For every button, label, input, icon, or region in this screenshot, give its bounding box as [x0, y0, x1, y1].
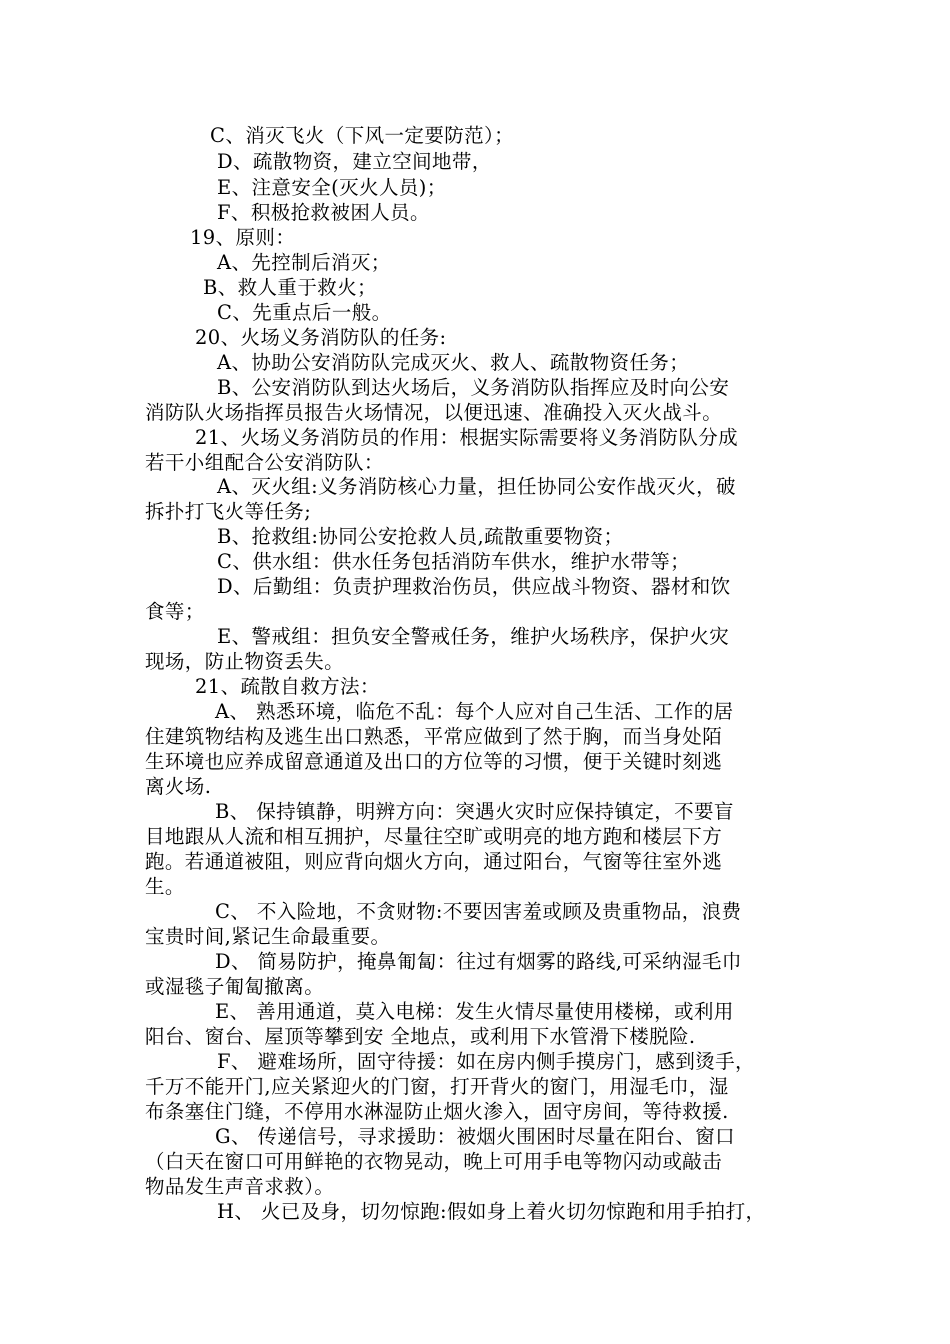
- text-line: 20、火场义务消防队的任务:: [195, 326, 447, 349]
- text-line: A、协助公安消防队完成灭火、救人、疏散物资任务；: [217, 351, 690, 374]
- text-line: B、 保持镇静，明辨方向：突遇火灾时应保持镇定，不要盲: [215, 800, 734, 823]
- text-line: D、疏散物资，建立空间地带，: [217, 150, 492, 173]
- text-line: F、 避难场所，固守待援：如在房内侧手摸房门，感到烫手，: [217, 1050, 755, 1073]
- text-line: 目地跟从人流和相互拥护，尽量往空旷或明亮的地方跑和楼层下方: [145, 825, 723, 848]
- text-line: E、注意安全(灭火人员)；: [217, 176, 447, 199]
- text-line: D、后勤组：负责护理救治伤员，供应战斗物资、器材和饮: [217, 575, 731, 598]
- text-line: A、先控制后消灭；: [217, 251, 391, 274]
- text-line: C、 不入险地，不贪财物:不要因害羞或顾及贵重物品，浪费: [215, 900, 742, 923]
- text-line: E、 善用通道，莫入电梯：发生火情尽量使用楼梯，或利用: [215, 1000, 734, 1023]
- text-line: 若干小组配合公安消防队：: [145, 451, 384, 474]
- text-line: 生。: [145, 875, 185, 898]
- text-line: 或湿毯子匍匐撤离。: [145, 975, 325, 998]
- text-line: 消防队火场指挥员报告火场情况，以便迅速、准确投入灭火战斗。: [145, 401, 723, 424]
- text-line: 宝贵时间,紧记生命最重要。: [145, 925, 391, 948]
- text-line: C、供水组：供水任务包括消防车供水，维护水带等；: [217, 550, 691, 573]
- text-line: 19、原则：: [190, 226, 296, 249]
- text-line: 千万不能开门,应关紧迎火的门窗，打开背火的窗门，用湿毛巾，湿: [145, 1075, 729, 1098]
- text-line: （白天在窗口可用鲜艳的衣物晃动，晚上可用手电等物闪动或敲击: [145, 1150, 723, 1173]
- text-line: A、灭火组:义务消防核心力量，担任协同公安作战灭火，破: [217, 475, 736, 498]
- text-line: G、 传递信号，寻求援助：被烟火围困时尽量在阳台、窗口: [215, 1125, 736, 1148]
- text-line: 生环境也应养成留意通道及出口的方位等的习惯，便于关键时刻逃: [145, 750, 723, 773]
- text-line: 离火场.: [145, 775, 212, 798]
- text-line: H、 火已及身，切勿惊跑:假如身上着火切勿惊跑和用手拍打，: [217, 1200, 766, 1223]
- text-line: B、公安消防队到达火场后，义务消防队指挥应及时向公安: [217, 376, 730, 399]
- text-line: D、 简易防护，掩鼻匍匐：往过有烟雾的路线,可采纳湿毛巾: [215, 950, 742, 973]
- text-line: F、积极抢救被困人员。: [217, 201, 430, 224]
- text-line: 物品发生声音求救）。: [145, 1175, 335, 1198]
- text-line: 住建筑物结构及逃生出口熟悉，平常应做到了然于胸，而当身处陌: [145, 725, 723, 748]
- text-line: 21、火场义务消防员的作用：根据实际需要将义务消防队分成: [195, 426, 739, 449]
- text-line: B、救人重于救火；: [203, 276, 377, 299]
- text-line: 跑。若通道被阻，则应背向烟火方向，通过阳台，气窗等往室外逃: [145, 850, 723, 873]
- text-line: E、警戒组：担负安全警戒任务，维护火场秩序，保护火灾: [217, 625, 730, 648]
- text-line: 21、疏散自救方法：: [195, 675, 380, 698]
- text-line: C、消灭飞火（下风一定要防范）；: [210, 124, 515, 147]
- text-line: 布条塞住门缝，不停用水淋湿防止烟火渗入，固守房间，等待救援.: [145, 1100, 729, 1123]
- text-line: B、抢救组:协同公安抢救人员,疏散重要物资；: [217, 525, 624, 548]
- text-line: 食等；: [145, 600, 205, 623]
- text-line: 阳台、窗台、屋顶等攀到安 全地点，或利用下水管滑下楼脱险.: [145, 1025, 696, 1048]
- text-line: C、先重点后一般。: [217, 301, 392, 324]
- text-line: A、 熟悉环境，临危不乱：每个人应对自己生活、工作的居: [215, 700, 734, 723]
- text-line: 现场，防止物资丢失。: [145, 650, 345, 673]
- text-line: 拆扑打飞火等任务;: [145, 500, 312, 523]
